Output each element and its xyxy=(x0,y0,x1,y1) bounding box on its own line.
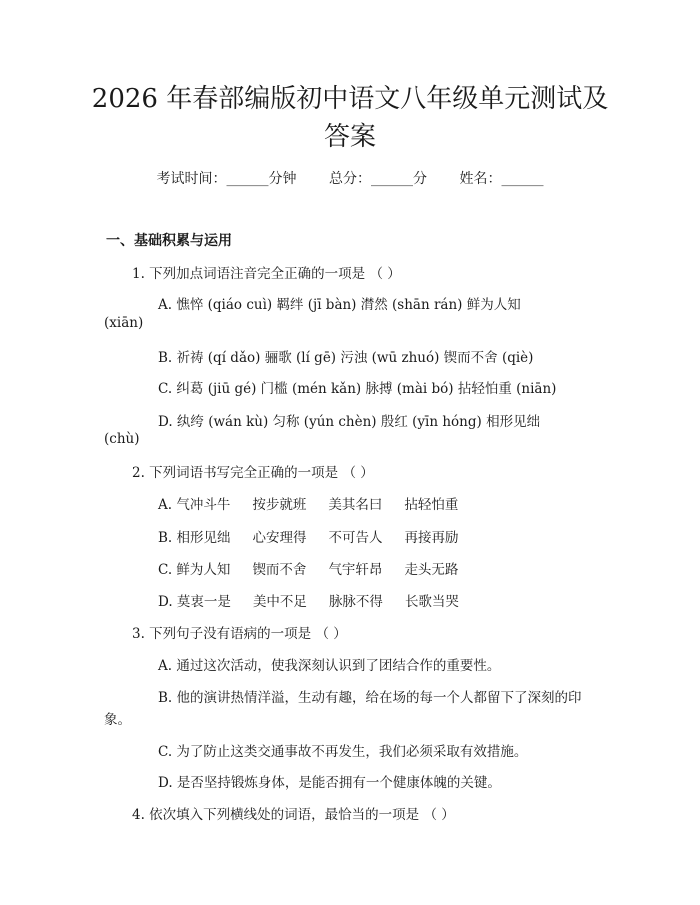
word: 心安理得 xyxy=(252,530,307,546)
section-heading-1: 一、基础积累与运用 xyxy=(106,233,232,249)
question-1-option-d-continued: (chù) xyxy=(104,431,140,447)
question-4-stem: 4. 依次填入下列横线处的词语，最恰当的一项是 （ ） xyxy=(132,807,455,823)
title-line-2: 答案 xyxy=(323,122,376,152)
word: 按步就班 xyxy=(252,497,307,513)
word: 锲而不舍 xyxy=(252,562,307,578)
document-title xyxy=(70,80,630,156)
word: 美其名曰 xyxy=(328,497,383,513)
word: D. 莫衷一是 xyxy=(158,594,231,610)
question-1-option-b: B. 祈祷 (qí dǎo) 骊歌 (lí gē) 污浊 (wū zhuó) 锲而不舍 (qiè) xyxy=(158,350,534,366)
question-1-stem: 1. 下列加点词语注音完全正确的一项是 （ ） xyxy=(132,266,401,282)
word: 长歌当哭 xyxy=(404,594,459,610)
total-score: 总分：______分 xyxy=(329,171,427,187)
question-1-option-c: C. 纠葛 (jiū gé) 门槛 (mén kǎn) 脉搏 (mài bó) 拈轻怕重 (niān) xyxy=(158,381,557,397)
exam-time: 考试时间：______分钟 xyxy=(156,171,297,187)
exam-meta xyxy=(0,168,700,188)
word: 美中不足 xyxy=(252,594,307,610)
question-2-option-b xyxy=(158,526,459,546)
question-2-option-d xyxy=(158,590,459,610)
word: 走头无路 xyxy=(404,562,459,578)
word: 脉脉不得 xyxy=(328,594,383,610)
student-name: 姓名：______ xyxy=(459,171,544,187)
word: C. 鲜为人知 xyxy=(158,562,231,578)
word: 拈轻怕重 xyxy=(404,497,459,513)
question-3-option-c: C. 为了防止这类交通事故不再发生，我们必须采取有效措施。 xyxy=(158,744,528,760)
word: 不可告人 xyxy=(328,530,383,546)
word: B. 相形见绌 xyxy=(158,530,231,546)
question-1-option-d: D. 纨绔 (wán kù) 匀称 (yún chèn) 殷红 (yīn hóng) 相形见绌 xyxy=(158,414,541,430)
word: 气宇轩昂 xyxy=(328,562,383,578)
question-2-option-a xyxy=(158,493,458,513)
question-1-option-a-continued: (xiān) xyxy=(104,315,144,331)
question-3-option-d: D. 是否坚持锻炼身体，是能否拥有一个健康体魄的关键。 xyxy=(158,775,501,791)
question-3-stem: 3. 下列句子没有语病的一项是 （ ） xyxy=(132,626,347,642)
word: 再接再励 xyxy=(404,530,459,546)
word: A. 气冲斗牛 xyxy=(158,497,231,513)
title-line-1: 2026 年春部编版初中语文八年级单元测试及 xyxy=(91,84,609,114)
question-1-option-a: A. 憔悴 (qiáo cuì) 羁绊 (jī bàn) 潸然 (shān rán) 鲜为人知 xyxy=(158,297,521,313)
question-2-option-c xyxy=(158,558,458,578)
question-3-option-b-continued: 象。 xyxy=(104,712,131,728)
question-2-stem: 2. 下列词语书写完全正确的一项是 （ ） xyxy=(132,465,374,481)
question-3-option-b: B. 他的演讲热情洋溢，生动有趣，给在场的每一个人都留下了深刻的印 xyxy=(158,690,582,706)
question-3-option-a: A. 通过这次活动，使我深刻认识到了团结合作的重要性。 xyxy=(158,658,501,674)
